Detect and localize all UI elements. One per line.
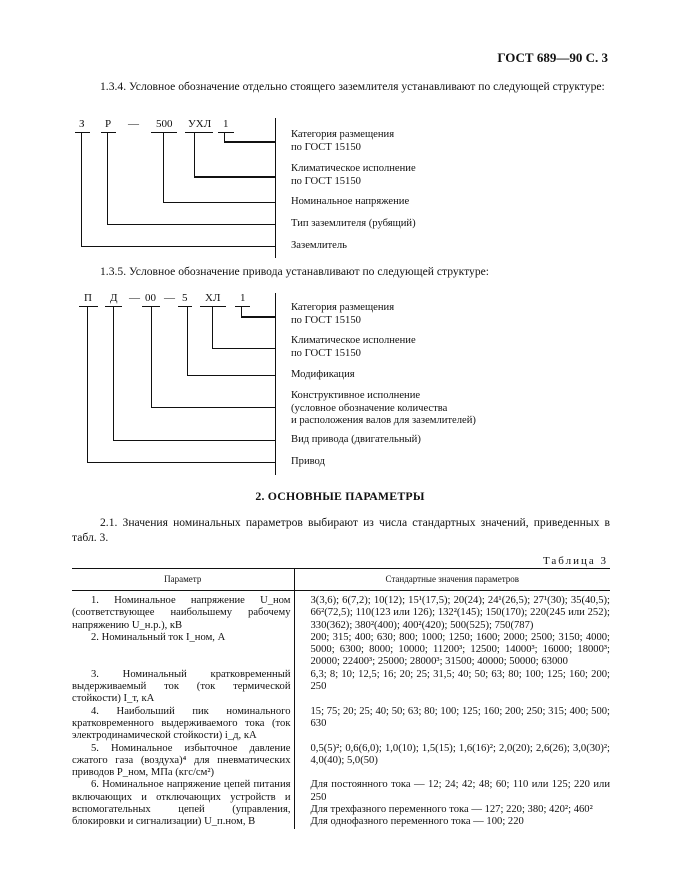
table-row	[72, 706, 610, 743]
table-row	[72, 632, 610, 669]
code-p: П	[84, 292, 92, 304]
param-text: 5. Номинальное избыточное давление сжатого газа (воздуха)⁴ для пневматических приводов P_ном, МПа (кгс/см²)	[72, 742, 291, 779]
paragraph-2-1: 2.1. Значения номинальных параметров выбирают из числа стандартных значений, приведенных в табл. 3.	[72, 516, 610, 544]
label-rated-voltage: Номинальное напряжение	[291, 196, 410, 207]
paragraph-1-3-5: 1.3.5. Условное обозначение привода устанавливают по следующей структуре:	[100, 265, 489, 278]
param-text: 1. Номинальное напряжение U_ном (соответствующее наибольшему рабочему напряжению U_н.р.), кВ	[72, 595, 291, 631]
table-row	[72, 591, 610, 632]
param-cell	[72, 779, 294, 828]
label-drive-climatic-version: Климатическое исполнение по ГОСТ 15150	[291, 335, 416, 359]
code-z: З	[79, 118, 85, 130]
value-text: Для постоянного тока — 12; 24; 42; 48; 60; 110 или 125; 220 или 250	[310, 779, 610, 803]
label-drive-placement-category: Категория размещения по ГОСТ 15150	[291, 302, 395, 326]
value-cell	[294, 632, 610, 669]
label-grounding-switch: Заземлитель	[291, 240, 348, 251]
table-row	[72, 669, 610, 706]
param-text: 2. Номинальный ток I_ном, А	[91, 631, 226, 643]
code-dash: —	[128, 118, 139, 130]
param-cell	[72, 743, 294, 780]
label-modification: Модификация	[291, 369, 355, 380]
code-dash-2: —	[164, 292, 175, 304]
param-cell	[72, 669, 294, 706]
section-title: 2. ОСНОВНЫЕ ПАРАМЕТРЫ	[255, 489, 425, 503]
label-grounding-type: Тип заземлителя (рубящий)	[291, 218, 416, 229]
paragraph-1-3-4: 1.3.4. Условное обозначение отдельно стоящего заземлителя устанавливают по следующей структуре:	[100, 80, 605, 93]
value-cell	[294, 706, 610, 743]
code-d: Д	[110, 292, 118, 304]
label-climatic-version: Климатическое исполнение по ГОСТ 15150	[291, 163, 416, 187]
code-dash-1: —	[129, 292, 140, 304]
code-500: 500	[156, 118, 173, 130]
value-cell	[294, 779, 610, 828]
label-drive-type: Вид привода (двигательный)	[291, 434, 421, 445]
code-1b: 1	[240, 292, 246, 304]
value-text: 3(3,6); 6(7,2); 10(12); 15¹(17,5); 20(24); 24¹(26,5); 27¹(30); 35(40,5); 66²(72,5); 110(123 или 126); 132²(145); 150(170); 220(245 или 252); 330(362); 380²(400); 400²(420); 500(525); 750(787)	[310, 595, 610, 631]
value-cell	[294, 743, 610, 780]
code-5: 5	[182, 292, 188, 304]
param-cell	[72, 706, 294, 743]
param-text: 6. Номинальное напряжение цепей питания включающих и отключающих устройств и вспомогательных цепей (управления, блокировки и сигнализации) U_п.ном, В	[72, 779, 291, 828]
code-hl: ХЛ	[205, 292, 221, 304]
value-text: 200; 315; 400; 630; 800; 1000; 1250; 1600; 2000; 2500; 3150; 4000; 5000; 6300; 8000; 10000; 11200³; 12500; 14000³; 16000; 18000³; 20000; 22400³; 25000; 28000³; 31500; 40000; 50000; 63000	[310, 631, 610, 668]
param-text: 3. Номинальный кратковременный выдерживаемый ток (ток термической стойкости) I_т, кА	[72, 668, 291, 705]
value-text: Для трехфазного переменного тока — 127; 220; 380; 420²; 460²	[310, 804, 593, 816]
table-caption: Таблица 3	[542, 555, 608, 567]
value-text: 15; 75; 20; 25; 40; 50; 63; 80; 100; 125; 160; 200; 250; 315; 400; 500; 630	[310, 705, 610, 729]
label-design-version: Конструктивное исполнение (условное обозначение количества и расположения валов для заземлителей)	[291, 390, 476, 426]
value-cell	[294, 591, 610, 632]
code-uhl: УХЛ	[188, 118, 212, 130]
page-header: ГОСТ 689—90 С. 3	[497, 50, 608, 65]
parameters-table	[72, 568, 610, 829]
column-header-parameter: Параметр	[72, 569, 294, 591]
param-cell	[72, 632, 294, 669]
table-row	[72, 743, 610, 780]
column-header-values: Стандартные значения параметров	[294, 569, 610, 591]
value-text: 6,3; 8; 10; 12,5; 16; 20; 25; 31,5; 40; 50; 63; 80; 100; 125; 160; 200; 250	[310, 668, 610, 693]
code-00: 00	[145, 292, 156, 304]
code-1: 1	[223, 118, 229, 130]
value-text: Для однофазного переменного тока — 100; 220	[310, 816, 524, 828]
param-text: 4. Наибольший пик номинального кратковременного выдерживаемого тока (ток электродинамической стойкости) i_д, кА	[72, 705, 291, 742]
table-row	[72, 779, 610, 828]
value-text: 0,5(5)²; 0,6(6,0); 1,0(10); 1,5(15); 1,6(16)²; 2,0(20); 2,6(26); 3,0(30)²; 4,0(40); 5,0(50)	[310, 742, 610, 766]
label-drive: Привод	[291, 456, 325, 467]
value-cell	[294, 669, 610, 706]
label-placement-category: Категория размещения по ГОСТ 15150	[291, 129, 395, 153]
param-cell	[72, 591, 294, 632]
code-r: Р	[105, 118, 112, 130]
